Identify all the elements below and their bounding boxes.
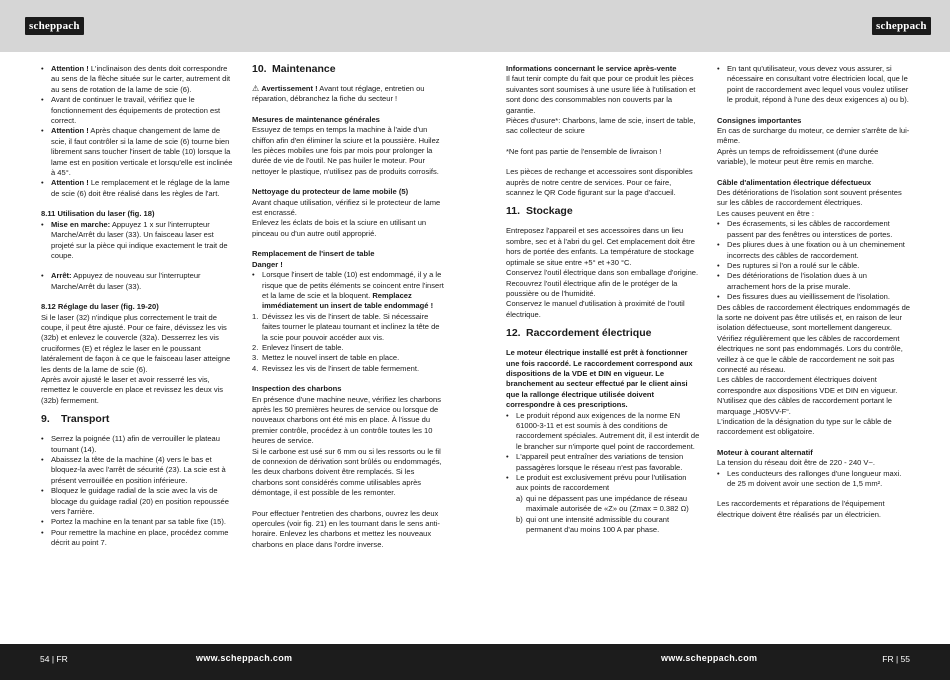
- list-item-emphasis: Remplacez immédiatement un insert de table endommagé !: [262, 290, 434, 311]
- section-heading: Informations concernant le service après-vente: [506, 64, 677, 73]
- section-heading: Remplacement de l'insert de table: [252, 249, 375, 259]
- section-heading: Mesures de maintenance générales: [252, 114, 380, 124]
- list-item: [41, 486, 235, 517]
- attention-label: Attention !: [51, 64, 89, 73]
- section-title-raccordement: [506, 326, 700, 340]
- paragraph: En présence d'une machine neuve, vérifiez les charbons après les 50 premières heures de service ou lorsque de nouveaux charbons ont été mis en place. À l'issue du premier contrôle, procédez à un contrôle toutes les 10 heures de service.: [252, 394, 441, 446]
- list-item: 2. Enlevez l'insert de table.: [252, 342, 344, 352]
- section-title-transport: [41, 412, 235, 426]
- list-item: [252, 270, 446, 312]
- list-item-text: Serrez la poignée (11) afin de verrouiller le plateau tournant (14).: [51, 434, 220, 454]
- item-label: Mise en marche:: [51, 219, 111, 229]
- column-right-page-1: [252, 64, 446, 550]
- paragraph: Pour effectuer l'entretien des charbons, ouvrez les deux opercules (voir fig. 21) en les tournant dans le sens anti-horaire. Enlevez les charbons et mettez les nouveaux charbons en place dans l'ordre inverse.: [252, 508, 440, 549]
- list-item: [41, 178, 235, 199]
- list-item-text: Des fissures dues au vieillissement de l'isolation.: [727, 292, 890, 302]
- paragraph: Si le carbone est usé sur 6 mm ou si les ressorts ou le fil de connexion de dérivation sont brûlés ou endommagés, les deux charbons doivent être remplacés. Si les charbons sont considérés comme utilisables après démontage, il est possible de les remonter.: [252, 446, 442, 498]
- warning-paragraph: [252, 84, 446, 105]
- paragraph: Si le laser (32) n'indique plus correctement le trait de coupe, il peut être ajusté. Pour ce faire, dévissez les vis (32b) et enlevez le couvercle (32a). Desserrez les vis cruciformes (E) et réglez le laser en le poussant latéralement de façon à ce que le faisceau laser atteigne les dents de la lame de scie (6).: [41, 312, 231, 374]
- paragraph: Conservez l'outil électrique dans son emballage d'origine.: [506, 268, 699, 278]
- list-item: a) qui ne dépassent pas une impédance de réseau maximale autorisée de «Z» ou (Zmax = 0.382 Ω): [516, 493, 689, 514]
- list-item: [506, 411, 700, 453]
- list-item-text: qui ont une intensité admissible du courant permanent d'au moins 100 A par phase.: [526, 514, 670, 535]
- paragraph-bold: Le moteur électrique installé est prêt à fonctionner une fois raccordé. Le raccordement correspond aux dispositions de la VDE et DIN en vigueur. Le branchement au secteur effectué par le client ainsi que la rallonge électrique utilisée doivent correspondre à ces prescriptions.: [506, 348, 693, 410]
- section-heading: Nettoyage du protecteur de lame mobile (5): [252, 187, 409, 197]
- paragraph: En cas de surcharge du moteur, ce dernier s'arrête de lui-même.: [717, 126, 910, 146]
- transport-list: [41, 434, 235, 548]
- list-item-text: Des détériorations de l'isolation dues à un arrachement hors de la prise murale.: [727, 271, 867, 291]
- list-item: [717, 292, 911, 302]
- warning-triangle-icon: ⚠: [252, 84, 260, 93]
- section-title-text: Transport: [61, 413, 110, 426]
- paragraph: Essuyez de temps en temps la machine à l'aide d'un chiffon afin d'en éliminer la sciure et la poussière. Huilez les pièces mobiles une fois par mois pour prolonger la durée de vie de l'outil. Ne pas huiler le moteur. Pour nettoyer le plastique, n'utilisez pas de produits corrosifs.: [252, 125, 440, 176]
- list-item-text: Pour remettre la machine en place, procédez comme décrit au point 7.: [51, 527, 229, 548]
- section-heading: Moteur à courant alternatif: [717, 447, 813, 457]
- list-item-text: Des écrasements, si les câbles de raccordement passent par des fenêtres ou interstices de portes.: [727, 219, 893, 239]
- section-heading: Inspection des charbons: [252, 384, 342, 394]
- website-link[interactable]: www.scheppach.com: [196, 653, 293, 663]
- list-item-text: Appuyez 1 x sur l'interrupteur Marche/Arrêt du laser (33). Un faisceau laser est projeté sur la pièce qui indique exactement le trait de coupe.: [51, 219, 228, 260]
- list-item: [41, 126, 235, 178]
- paragraph: Des détériorations de l'isolation sont souvent présentes sur les câbles de raccordement électriques.: [717, 188, 902, 208]
- list-item: [717, 64, 911, 106]
- laser-list: [41, 220, 235, 292]
- list-item: b) qui ont une intensité admissible du courant permanent d'au moins 100 A par phase.: [516, 514, 670, 535]
- causes-list: [717, 219, 911, 302]
- list-item-text: Enlevez l'insert de table.: [262, 342, 344, 352]
- list-item: 3. Mettez le nouvel insert de table en place.: [252, 353, 400, 363]
- list-item-text: Après chaque changement de lame de scie, il faut contrôler si la lame de scie (6) tourne bien librement sans toucher l'insert de table (10) lorsque la lame est en position verticale et lorsqu'elle est inclinée à 45°.: [51, 126, 233, 178]
- danger-label: Danger !: [252, 259, 283, 269]
- list-item: [506, 473, 700, 494]
- list-item: [41, 528, 235, 549]
- attention-list: [41, 64, 235, 199]
- section-heading: 8.12 Réglage du laser (fig. 19-20): [41, 302, 159, 312]
- section-number: 9.: [41, 413, 50, 426]
- list-item-text: Le produit répond aux exigences de la norme EN 61000-3-11 et est soumis à des conditions de raccordement spéciales. Autrement dit, il est interdit de le brancher sur n'importe quel point de raccordement.: [516, 410, 700, 451]
- list-item: [717, 261, 911, 271]
- list-item: [717, 240, 911, 261]
- list-item-text: Mettez le nouvel insert de table en place.: [262, 353, 400, 363]
- page-header: [0, 0, 950, 52]
- list-item-text: Portez la machine en la tenant par sa table fixe (15).: [51, 517, 226, 527]
- section-title-text: Maintenance: [272, 63, 336, 75]
- list-item: [41, 64, 235, 95]
- user-list: [717, 64, 911, 106]
- list-item-text: Avant de continuer le travail, vérifiez que le fonctionnement des équipements de protection est correct.: [51, 95, 221, 126]
- section-number: 12.: [506, 327, 521, 340]
- list-item-text: Bloquez le guidage radial de la scie avec la vis de blocage du guidage radial (20) en position repoussée vers l'arrière.: [51, 486, 229, 517]
- website-link[interactable]: www.scheppach.com: [661, 653, 758, 663]
- list-item-text: L'inclinaison des dents doit correspondre au sens de la flèche située sur le carter, autrement dit au sens de rotation de la lame de scie (6).: [51, 64, 231, 94]
- list-item-text: Abaissez la tête de la machine (4) vers le bas et bloquez-la avec l'arrêt de sécurité (23). La scie est à présent verrouillée en position inférieure.: [51, 455, 226, 485]
- section-heading: Câble d'alimentation électrique défectueux: [717, 177, 872, 187]
- list-item-text: Le remplacement et le réglage de la lame de scie (6) doit être réalisé dans les règles de l'art.: [51, 178, 230, 198]
- list-item-text: Appuyez de nouveau sur l'interrupteur Marche/Arrêt du laser (33).: [51, 271, 201, 291]
- section-title-maintenance: [252, 62, 446, 76]
- paragraph: Enlevez les éclats de bois et la sciure en utilisant un pinceau ou d'un autre outil approprié.: [252, 218, 427, 238]
- paragraph: Les causes peuvent en être :: [717, 208, 814, 218]
- warning-label: Avertissement !: [261, 84, 318, 93]
- list-item: 1. Dévissez les vis de l'insert de table. Si nécessaire faites tourner le plateau tournant et inclinez la tête de la scie pour pouvoir accéder aux vis.: [252, 311, 440, 342]
- warning-text: Avant tout réglage, entretien ou réparation, débranchez la fiche du secteur !: [252, 84, 425, 104]
- list-item: [717, 469, 911, 490]
- paragraph: Entreposez l'appareil et ses accessoires dans un lieu sombre, sec et à l'abri du gel. Cet emplacement doit être hors de portée des enfants. La température de stockage optimale se situe entre +5° et +30 °C.: [506, 226, 695, 267]
- scheppach-logo: scheppach: [872, 17, 931, 35]
- list-item: [41, 455, 235, 486]
- attention-label: Attention !: [51, 178, 89, 188]
- list-item-text: qui ne dépassent pas une impédance de réseau maximale autorisée de «Z» ou (Zmax = 0.382 Ω): [526, 493, 689, 514]
- list-item: [506, 452, 700, 473]
- list-item-text: Lorsque l'insert de table (10) est endommagé, il y a le risque que de petits éléments se coincent entre l'insert et la lame de scie et la bloquent.: [262, 270, 444, 300]
- paragraph: L'indication de la désignation du type sur le câble de raccordement est obligatoire.: [717, 417, 892, 437]
- paragraph: Recouvrez l'outil électrique afin de le protéger de la poussière ou de l'humidité.: [506, 278, 678, 298]
- paragraph: Vérifiez régulièrement que les câbles de raccordement électriques ne sont pas endommagés. Lors du contrôle, veillez à ce que le câble de raccordement ne soit pas connecté au réseau.: [717, 333, 903, 374]
- list-item-text: L'appareil peut entraîner des variations de tension passagères lorsque le réseau n'est pas favorable.: [516, 452, 684, 472]
- page-number-left: 54 | FR: [40, 654, 68, 664]
- paragraph: La tension du réseau doit être de 220 - 240 V~.: [717, 458, 875, 468]
- section-title-text: Raccordement électrique: [526, 327, 652, 340]
- list-item: [41, 434, 235, 455]
- electrical-list: [506, 411, 700, 494]
- list-item-text: Le produit est exclusivement prévu pour l'utilisation aux points de raccordement: [516, 473, 687, 493]
- column-left-page-2: [506, 64, 700, 535]
- list-item-text: En tant qu'utilisateur, vous devez vous assurer, si nécessaire en consultant votre électricien local, que le point de raccordement avec lequel vous voulez utiliser le produit, répond à l'une des deux exigences a) ou b).: [727, 64, 909, 105]
- page-footer: [0, 644, 950, 680]
- danger-list: [252, 270, 446, 312]
- paragraph: Après avoir ajusté le laser et avoir resserré les vis, remettez le couvercle en place et revissez les deux vis (32b) fermement.: [41, 374, 224, 405]
- section-number: 11.: [506, 205, 521, 218]
- paragraph: Avant chaque utilisation, vérifiez si le protecteur de lame est encrassé.: [252, 197, 441, 218]
- attention-label: Attention !: [51, 126, 89, 136]
- paragraph: Les pièces de rechange et accessoires sont disponibles auprès de notre centre de services. Pour ce faire, scannez le QR Code figurant sur la page d'accueil.: [506, 167, 693, 198]
- section-title-stockage: [506, 204, 700, 218]
- list-item: [41, 220, 235, 262]
- section-title-text: Stockage: [526, 205, 573, 218]
- paragraph: Il faut tenir compte du fait que pour ce produit les pièces suivantes sont soumises à une usure liée à l'utilisation et sont donc des consommables non couverts par la garantie.: [506, 74, 696, 115]
- list-item-text: Des pliures dues à une fixation ou à un cheminement incorrects des câbles de raccordement.: [727, 240, 905, 260]
- scheppach-logo: scheppach: [25, 17, 84, 35]
- paragraph: Les câbles de raccordement électriques doivent correspondre aux dispositions VDE et DIN en vigueur. N'utilisez que des câbles de raccordement portant le marquage „H05VV-F“.: [717, 375, 898, 416]
- column-left-page-1: [41, 64, 235, 549]
- list-item: 4. Revissez les vis de l'insert de table fermement.: [252, 363, 420, 373]
- section-heading: Consignes importantes: [717, 115, 802, 125]
- paragraph: Conservez le manuel d'utilisation à proximité de l'outil électrique.: [506, 299, 685, 319]
- section-heading: 8.11 Utilisation du laser (fig. 18): [41, 209, 155, 219]
- list-item-text: Revissez les vis de l'insert de table fermement.: [262, 363, 420, 373]
- list-item: [41, 95, 235, 126]
- paragraph: Après un temps de refroidissement (d'une durée variable), le moteur peut être remis en marche.: [717, 146, 879, 167]
- list-item-text: Dévissez les vis de l'insert de table. Si nécessaire faites tourner le plateau tournant et inclinez la tête de la scie pour pouvoir accéder aux vis.: [262, 311, 440, 342]
- list-item: [41, 517, 235, 527]
- list-item: [717, 219, 911, 240]
- steps-list: [252, 312, 446, 374]
- list-item-text: Des ruptures si l'on a roulé sur le câble.: [727, 260, 860, 270]
- list-item-text: Les conducteurs des rallonges d'une longueur maxi. de 25 m doivent avoir une section de 1,5 mm².: [727, 468, 902, 489]
- paragraph: *Ne font pas partie de l'ensemble de livraison !: [506, 146, 662, 156]
- paragraph: Pièces d'usure*: Charbons, lame de scie, insert de table, sac collecteur de sciure: [506, 116, 696, 136]
- paragraph: Des câbles de raccordement électriques endommagés de la sorte ne doivent pas être utilisés et, en raison de leur isolation défectueuse, sont mortellement dangereux.: [717, 302, 910, 333]
- section-number: 10.: [252, 63, 267, 75]
- motor-list: [717, 469, 911, 490]
- page-number-right: FR | 55: [882, 654, 910, 664]
- connection-sublist: [506, 494, 700, 536]
- column-right-page-2: [717, 64, 911, 520]
- list-item: [41, 271, 235, 292]
- item-label: Arrêt:: [51, 271, 72, 281]
- paragraph: Les raccordements et réparations de l'équipement électrique doivent être réalisés par un électricien.: [717, 499, 885, 519]
- list-item: [717, 271, 911, 292]
